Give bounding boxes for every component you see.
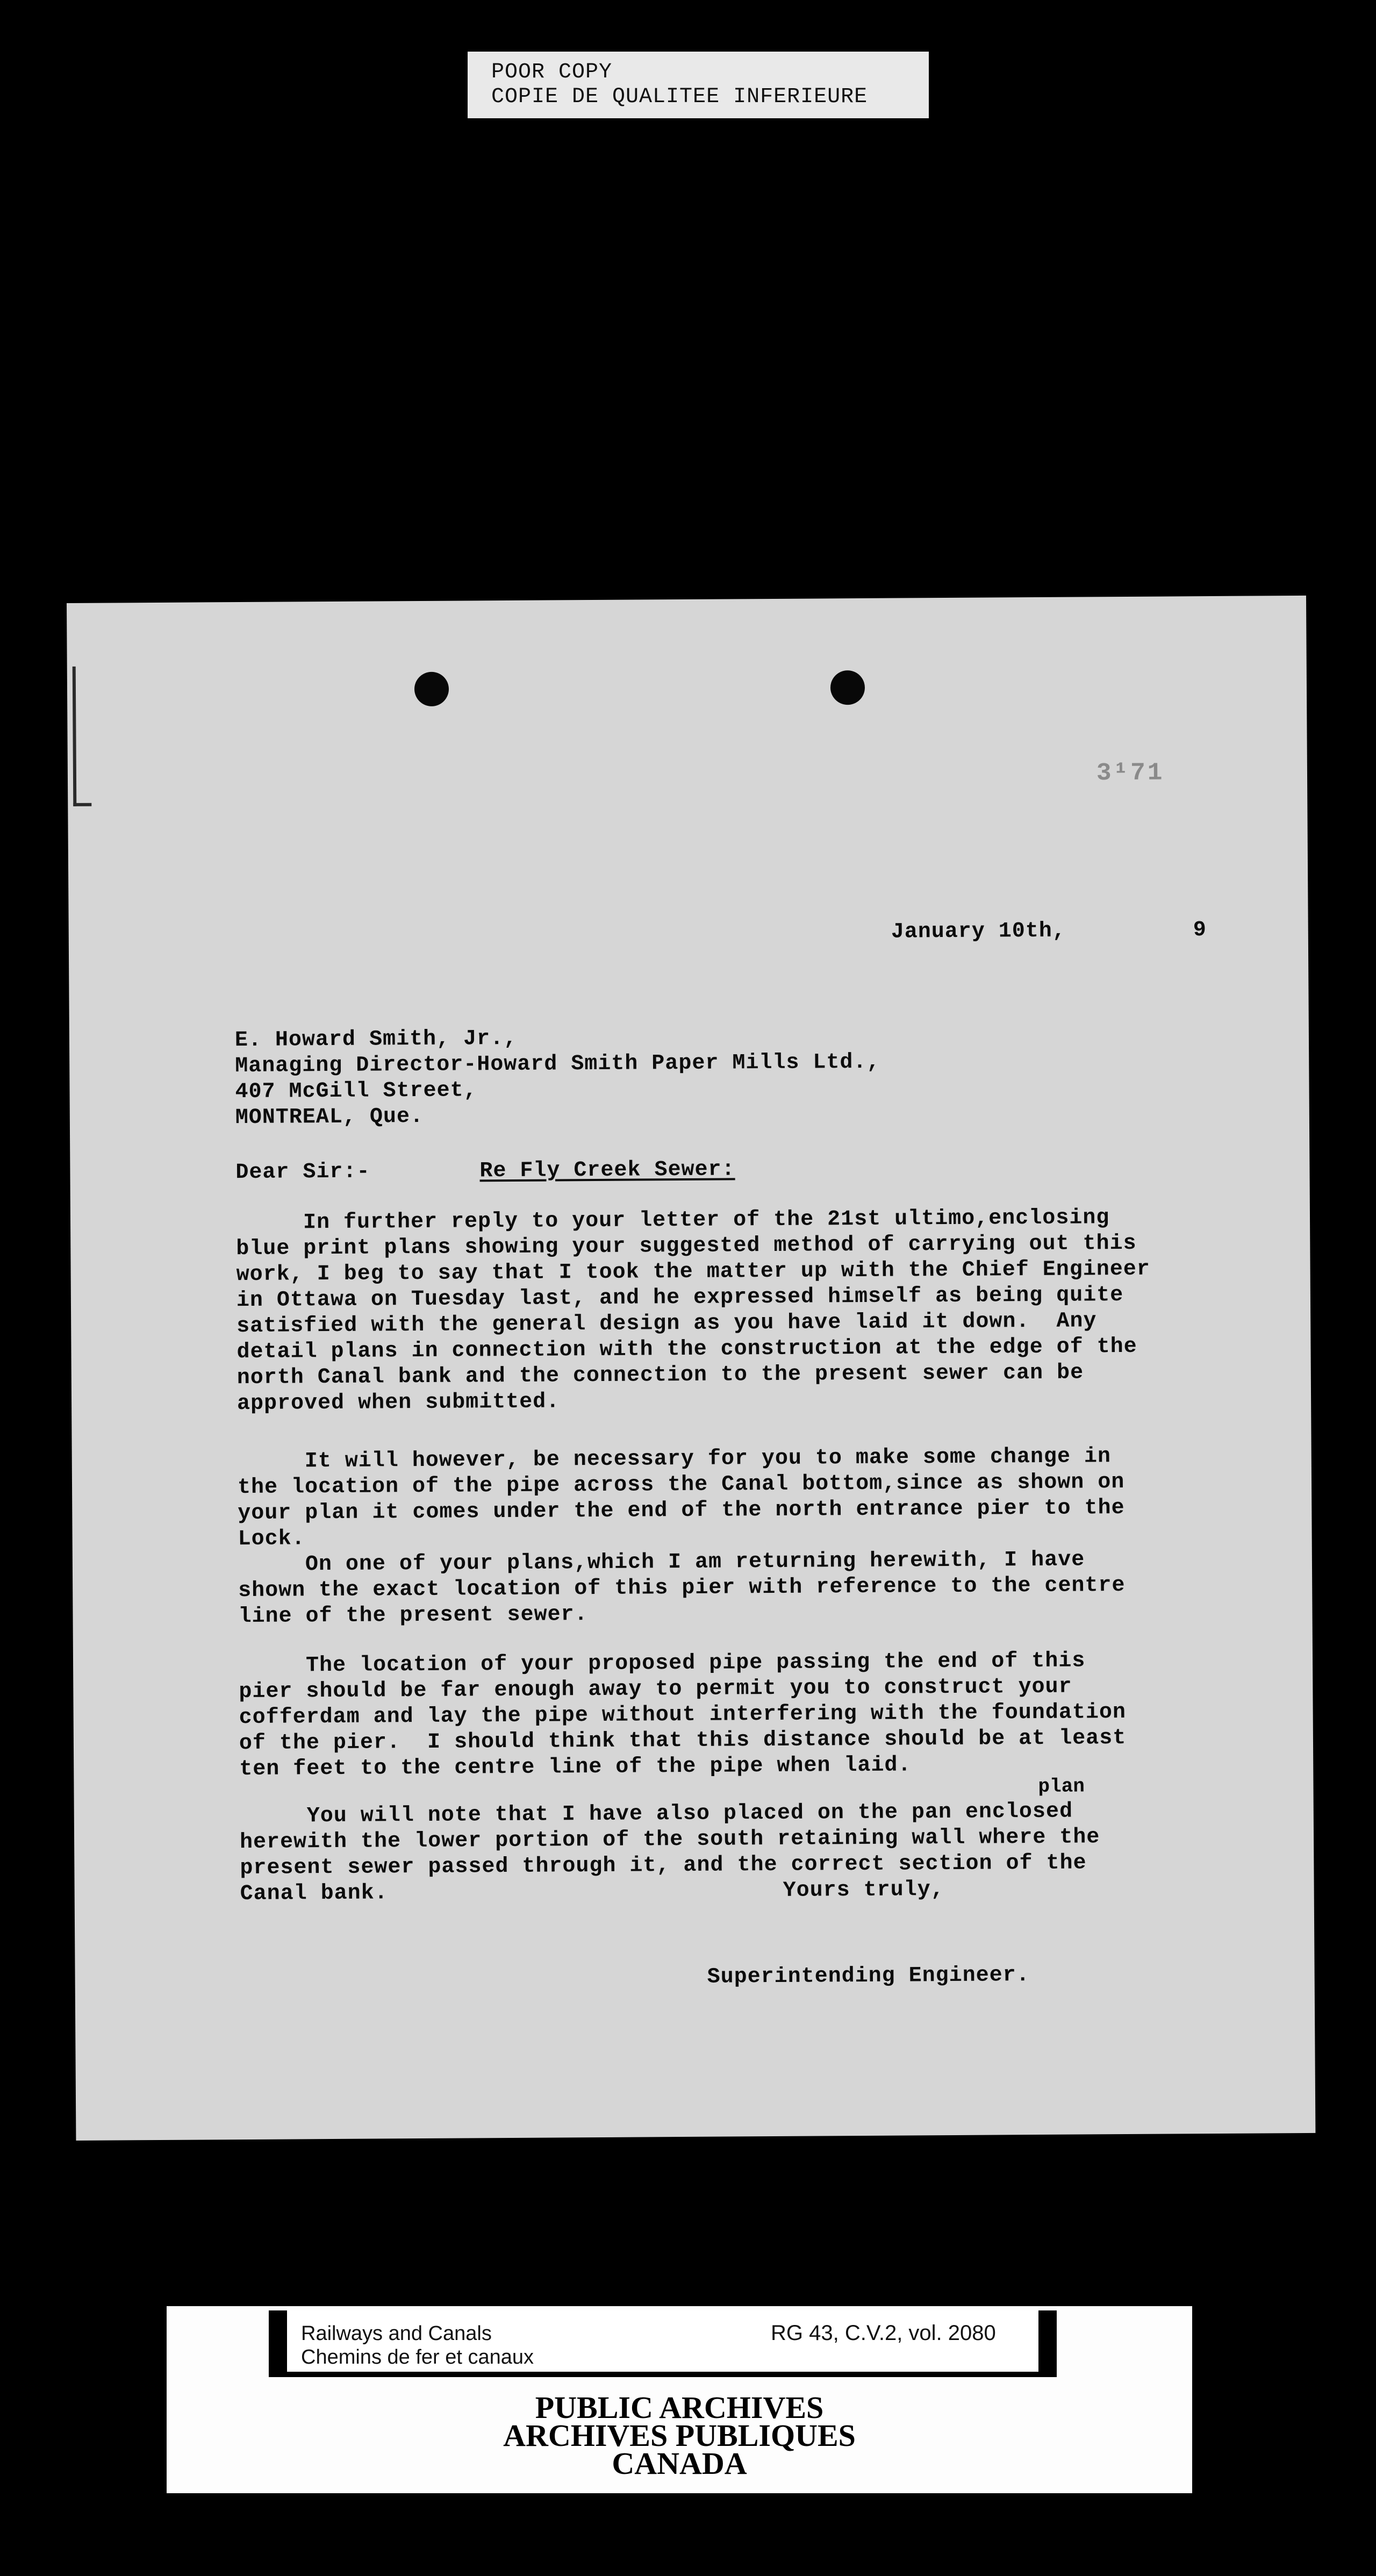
archive-name-fr: ARCHIVES PUBLIQUES [503,2418,856,2453]
archive-reference-box [269,2310,1057,2377]
archive-label [167,2306,1192,2493]
letter-date-year: 9 [1193,918,1207,943]
paragraph-5-line: present sewer passed through it, and the correct section of the [240,1851,1087,1881]
letter-date: January 10th, [891,919,1066,944]
address-line: Managing Director-Howard Smith Paper Mills Ltd., [235,1050,880,1079]
series-title-fr: Chemins de fer et canaux [301,2346,534,2369]
paragraph-1-line: in Ottawa on Tuesday last, and he expressed himself as being quite [236,1283,1124,1313]
poor-copy-line-en: POOR COPY [491,60,613,84]
handwritten-insert-plan: plan [1038,1775,1085,1798]
paragraph-1-line: work, I beg to say that I took the matter up with the Chief Engineer [236,1257,1151,1287]
paragraph-4-line: cofferdam and lay the pipe without interfering with the foundation [239,1700,1127,1730]
archive-country: CANADA [612,2446,747,2481]
address-line: MONTREAL, Que. [235,1104,424,1130]
paragraph-4-line: ten feet to the centre line of the pipe when laid. [239,1753,912,1782]
paragraph-1-line: satisfied with the general design as you have laid it down. Any [236,1309,1097,1339]
paragraph-4-line: pier should be far enough away to permit you to construct your [239,1675,1072,1705]
paragraph-1-line: In further reply to your letter of the 21st ultimo,enclosing [235,1206,1110,1236]
paragraph-1-line: approved when submitted. [236,1390,560,1416]
closing: Yours truly, [783,1878,944,1903]
salutation: Dear Sir:- [235,1160,370,1185]
paragraph-4-line: The location of your proposed pipe passing the end of this [238,1649,1086,1679]
paragraph-1-line: detail plans in connection with the construction at the edge of the [236,1334,1137,1365]
paragraph-2-line: the location of the pipe across the Canal bottom,since as shown on [237,1470,1125,1500]
paragraph-3-line: line of the present sewer. [238,1602,588,1629]
paragraph-1-line: blue print plans showing your suggested method of carrying out this [236,1231,1137,1262]
punch-hole-right [830,670,865,705]
punch-hole-left [414,672,449,706]
corner-file-number: 3¹71 [1096,759,1165,788]
binding-mark [73,667,77,806]
paragraph-2-line: It will however, be necessary for you to make some change in [237,1444,1112,1475]
paragraph-1-line: north Canal bank and the connection to the present sewer can be [236,1361,1084,1391]
address-line: 407 McGill Street, [235,1078,477,1105]
poor-copy-line-fr: COPIE DE QUALITEE INFERIEURE [491,85,868,109]
address-line: E. Howard Smith, Jr., [234,1026,518,1053]
signature-title: Superintending Engineer. [707,1963,1030,1990]
subject-line: Re Fly Creek Sewer: [479,1157,735,1184]
paragraph-3-line: On one of your plans,which I am returning herewith, I have [238,1548,1085,1578]
poor-copy-stamp [468,52,929,118]
paragraph-4-line: of the pier. I should think that this distance should be at least [239,1726,1127,1756]
series-title-en: Railways and Canals [301,2322,492,2345]
paragraph-2-line: your plan it comes under the end of the north entrance pier to the [238,1496,1125,1526]
binding-mark-tick [73,803,91,806]
archive-name-en: PUBLIC ARCHIVES [535,2390,824,2425]
paragraph-5-line: Canal bank. [240,1881,388,1907]
letter-page [67,596,1315,2141]
paragraph-3-line: shown the exact location of this pier with reference to the centre [238,1573,1126,1604]
paragraph-5-line: You will note that I have also placed on the pan enclosed [239,1799,1073,1829]
paragraph-5-line: herewith the lower portion of the south retaining wall where the [239,1825,1100,1855]
archive-reference-code: RG 43, C.V.2, vol. 2080 [771,2321,996,2345]
paragraph-2-line: Lock. [238,1527,305,1552]
